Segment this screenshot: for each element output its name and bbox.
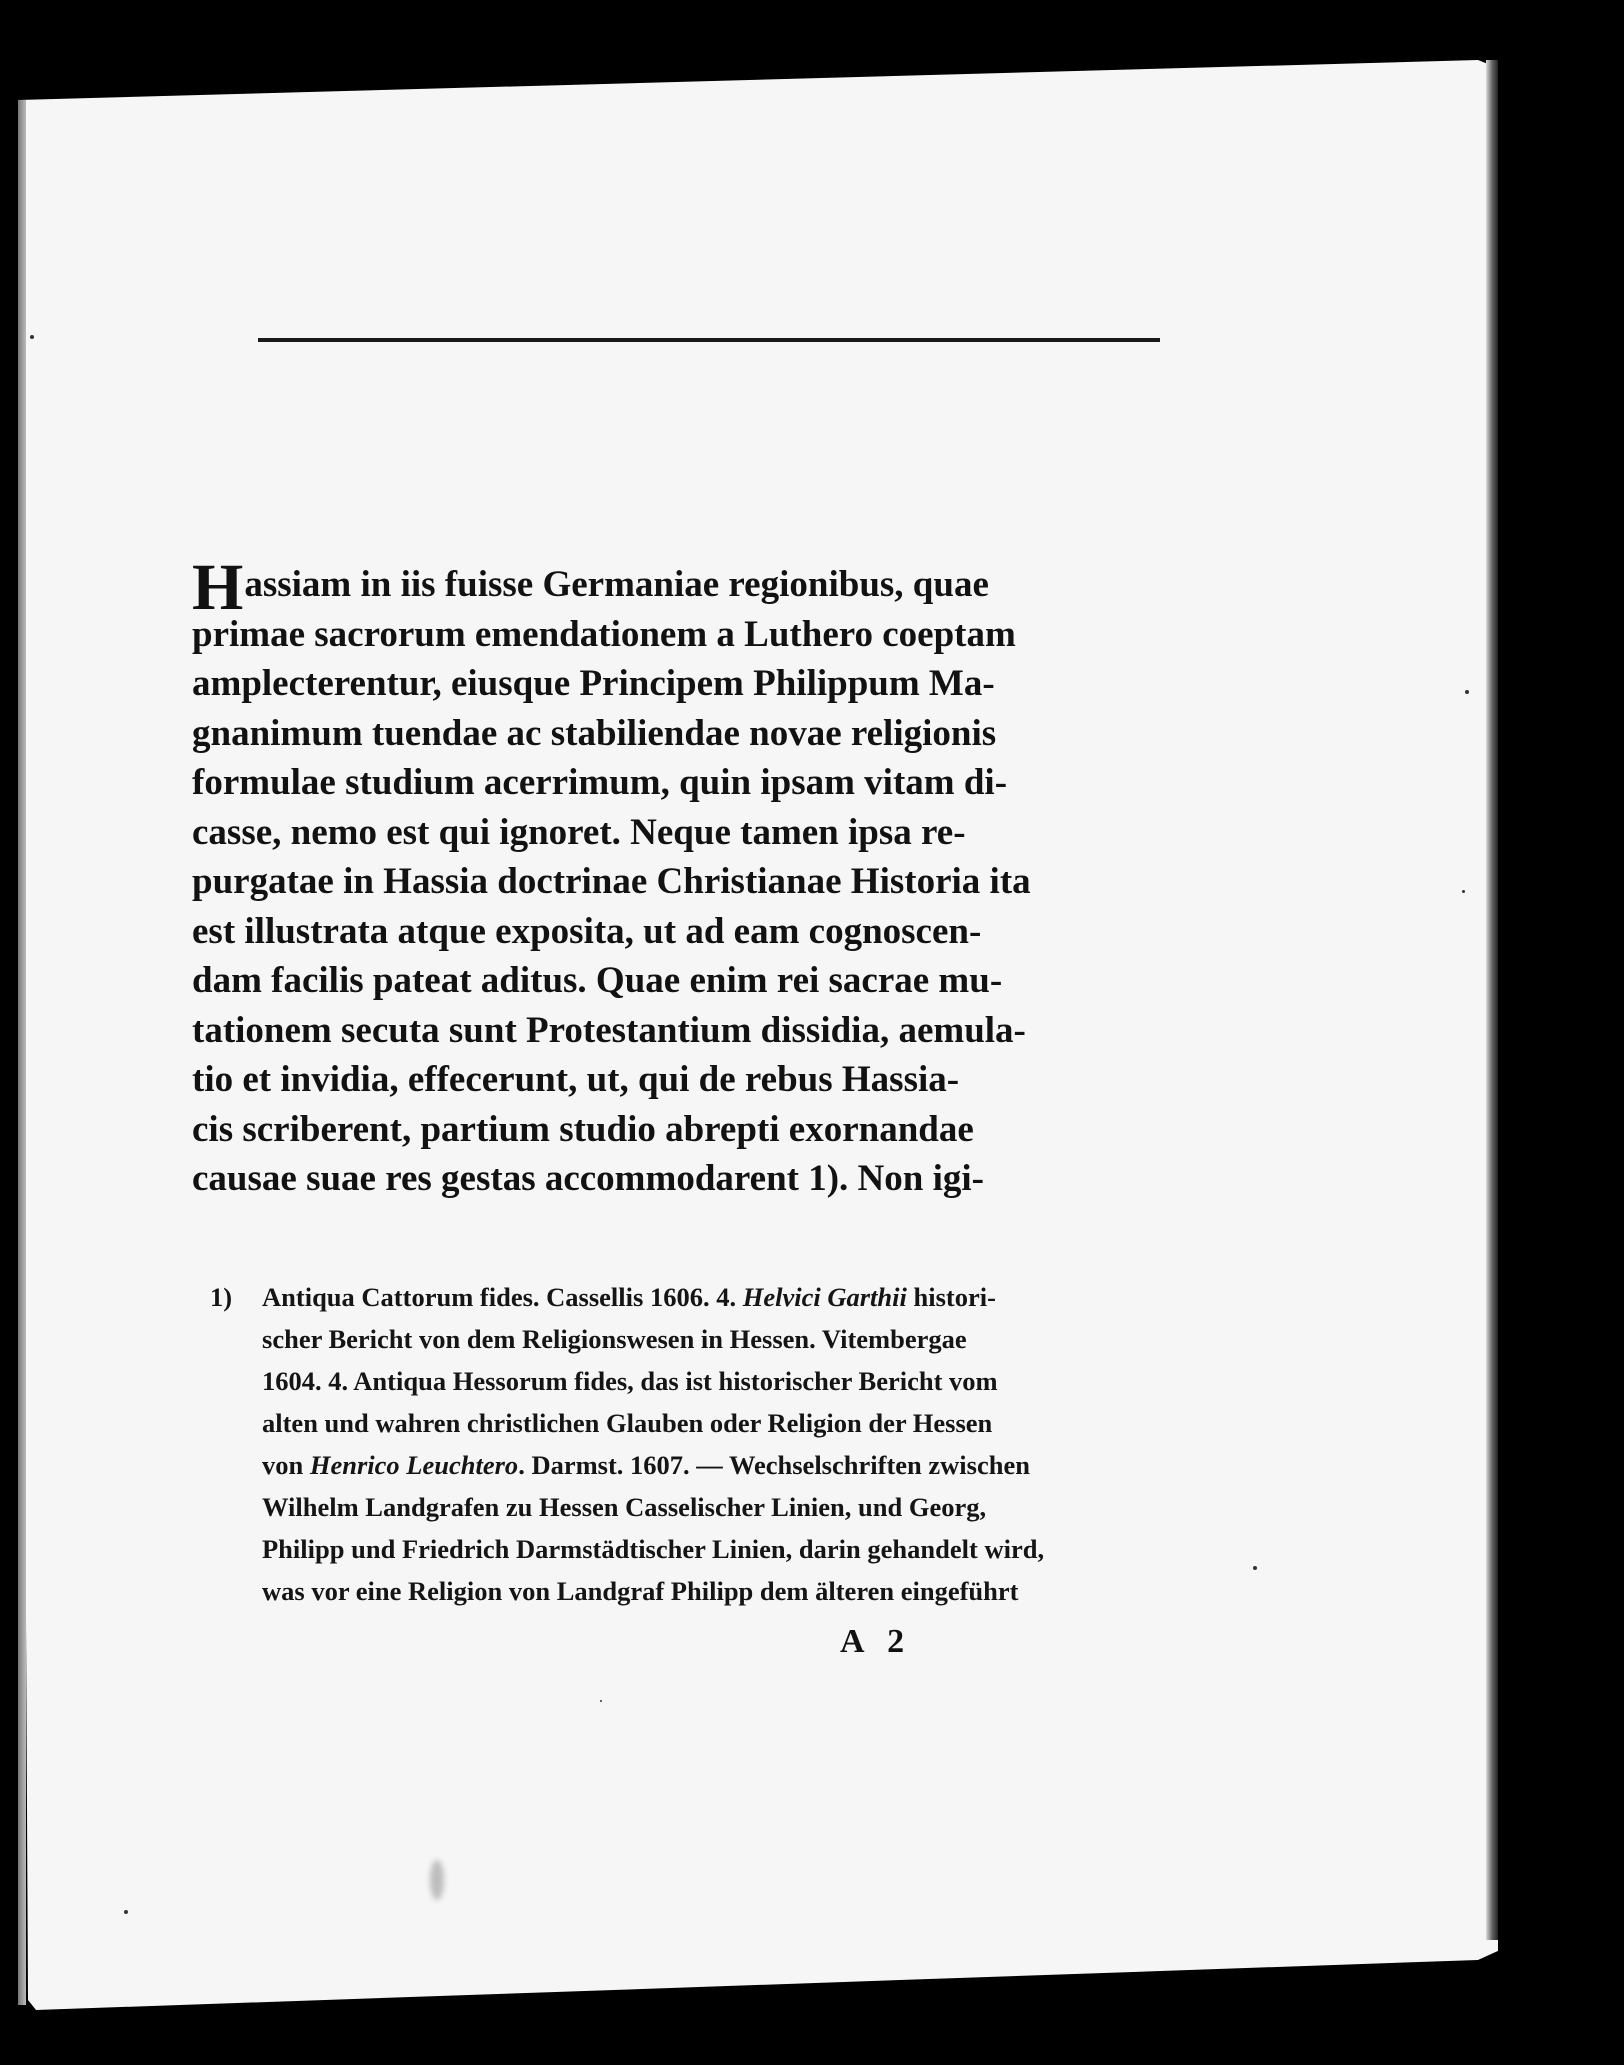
body-line-text: assiam in iis fuisse Germaniae regionibus, quae bbox=[244, 564, 989, 605]
body-line bbox=[192, 659, 1172, 709]
footnote-text: 1604. 4. Antiqua Hessorum fides, das ist historischer Bericht vom bbox=[262, 1366, 998, 1396]
body-line bbox=[192, 758, 1172, 808]
body-line bbox=[192, 907, 1172, 957]
footnote-italic-text: Helvici Garthii bbox=[742, 1282, 907, 1312]
body-line-text: casse, nemo est qui ignoret. Neque tamen ipsa re- bbox=[192, 811, 966, 853]
body-line-text: causae suae res gestas accommodarent 1). Non igi- bbox=[192, 1158, 984, 1199]
footnote-text: Antiqua Cattorum fides. Cassellis 1606. 4. bbox=[262, 1282, 743, 1312]
header-rule bbox=[258, 338, 1160, 342]
page-left-edge bbox=[18, 100, 26, 2005]
footnote-line bbox=[210, 1528, 1210, 1570]
body-line-text: primae sacrorum emendationem a Luthero coeptam bbox=[192, 613, 1016, 655]
footnote-text: . Darmst. 1607. — Wechselschriften zwischen bbox=[518, 1450, 1030, 1480]
footnote-line bbox=[210, 1276, 1210, 1318]
footnote-line bbox=[210, 1444, 1210, 1486]
body-line-text: est illustrata atque exposita, ut ad eam cognoscen- bbox=[192, 910, 982, 952]
footnote-text: Wilhelm Landgrafen zu Hessen Casselischer Linien, und Georg, bbox=[262, 1492, 987, 1522]
footnote-text: scher Bericht von dem Religionswesen in Hessen. Vitembergae bbox=[262, 1324, 967, 1354]
body-line bbox=[192, 1105, 1172, 1155]
footnote-text: was vor eine Religion von Landgraf Philipp dem älteren eingeführt bbox=[262, 1576, 1019, 1606]
body-line-text: purgatae in Hassia doctrinae Christianae Historia ita bbox=[192, 861, 1031, 902]
body-line-text: cis scriberent, partium studio abrepti exornandae bbox=[192, 1108, 974, 1150]
body-paragraph bbox=[192, 551, 1172, 1204]
footnote-text: Philipp und Friedrich Darmstädtischer Linien, darin gehandelt wird, bbox=[262, 1534, 1045, 1564]
scan-speck bbox=[30, 335, 34, 339]
body-line bbox=[192, 1154, 1172, 1204]
footnote-line bbox=[210, 1486, 1210, 1528]
footnotes bbox=[210, 1276, 1210, 1612]
body-line-text: tationem secuta sunt Protestantium dissidia, aemula- bbox=[192, 1009, 1026, 1051]
footnote-line bbox=[210, 1402, 1210, 1444]
scan-speck bbox=[1465, 690, 1469, 694]
paper-stain bbox=[430, 1860, 444, 1900]
footnote-italic-text: Henrico Leuchtero bbox=[309, 1450, 519, 1480]
body-line-text: tio et invidia, effecerunt, ut, qui de rebus Hassia- bbox=[192, 1059, 960, 1100]
body-line bbox=[192, 709, 1172, 759]
drop-cap: H bbox=[192, 551, 244, 624]
body-line bbox=[192, 808, 1172, 858]
body-line bbox=[192, 551, 1172, 624]
footnote-line bbox=[210, 1318, 1210, 1360]
body-line bbox=[192, 610, 1172, 660]
body-line bbox=[192, 956, 1172, 1006]
footnote-line bbox=[210, 1360, 1210, 1402]
body-line bbox=[192, 857, 1172, 907]
footnote-mark: 1) bbox=[210, 1282, 233, 1312]
footnote-text: histori- bbox=[906, 1282, 996, 1312]
body-line-text: gnanimum tuendae ac stabiliendae novae religionis bbox=[192, 712, 997, 754]
scan-speck bbox=[124, 1910, 128, 1914]
body-line-text: formulae studium acerrimum, quin ipsam vitam di- bbox=[192, 762, 1008, 803]
footnote-text: alten und wahren christlichen Glauben oder Religion der Hessen bbox=[262, 1408, 993, 1438]
scan-speck bbox=[1462, 890, 1465, 893]
body-line bbox=[192, 1055, 1172, 1105]
scan-speck bbox=[1253, 1566, 1257, 1570]
footnote-line bbox=[210, 1570, 1210, 1612]
body-line-text: dam facilis pateat aditus. Quae enim rei sacrae mu- bbox=[192, 960, 1003, 1001]
signature-mark: A 2 bbox=[840, 1623, 913, 1660]
body-line-text: amplecterentur, eiusque Principem Philippum Ma- bbox=[192, 663, 995, 704]
page-right-edge bbox=[1486, 60, 1498, 1940]
footnote-text: von bbox=[262, 1450, 310, 1480]
scan-speck bbox=[600, 1700, 602, 1702]
body-line bbox=[192, 1006, 1172, 1056]
